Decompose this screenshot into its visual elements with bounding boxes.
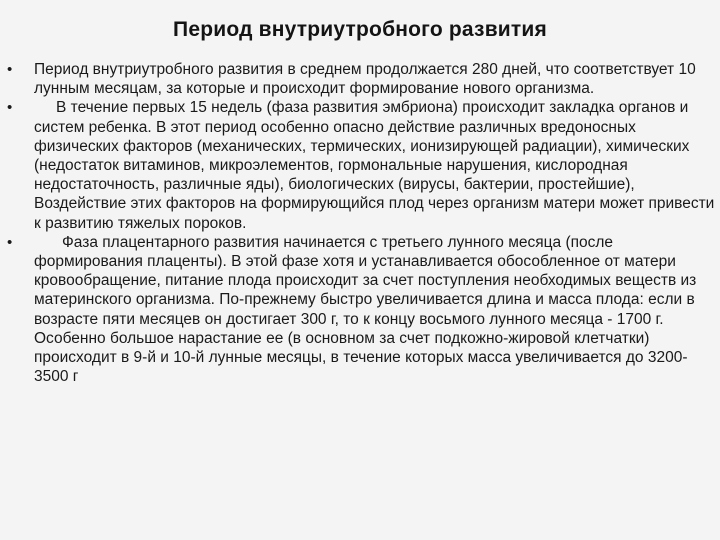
bullet-list bbox=[4, 60, 716, 386]
slide-title: Период внутриутробного развития bbox=[173, 18, 547, 41]
bullet-marker-icon: • bbox=[7, 233, 13, 251]
bullet-item-2 bbox=[4, 98, 716, 232]
bullet-marker-icon: • bbox=[7, 99, 13, 117]
bullet-marker-icon: • bbox=[7, 61, 13, 78]
bullet-text-3: Фаза плацентарного развития начинается с третьего лунного месяца (после формирования плаценты). В этой фазе хотя и устанавливается обособленное от матери кровообращение, питание плода происходит за счет поступления необходимых веществ из материнского организма. По-прежнему быстро увеличивается длина и масса плода: если в возрасте пяти месяцев он достигает 300 г, то к концу восьмого лунного месяца - 1700 г. Особенно большое нарастание ее (в основном за счет подкожно-жировой клетчатки) происходит в 9-й и 10-й лунные месяцы, в течение которых масса увеличивается до 3200-3500 г bbox=[34, 233, 697, 386]
bullet-text-1: Период внутриутробного развития в среднем продолжается 280 дней, что соответствует 10 лунным месяцам, за которые и происходит формирование нового организма. bbox=[34, 61, 696, 98]
bullet-item-3 bbox=[4, 233, 716, 387]
bullet-item-1 bbox=[4, 60, 716, 98]
bullet-text-2: В течение первых 15 недель (фаза развития эмбриона) происходит закладка органов и систем ребенка. В этот период особенно опасно действие различных вредоносных физических факторов (механических, термических, ионизирующей радиации), химических (недостаток витаминов, микроэлементов, гормональные нарушения, кислородная недостаточность, различные яды), биологических (вирусы, бактерии, простейшие), Воздействие этих факторов на формирующийся плод через организм матери может привести к развитию тяжелых пороков. bbox=[34, 99, 715, 232]
